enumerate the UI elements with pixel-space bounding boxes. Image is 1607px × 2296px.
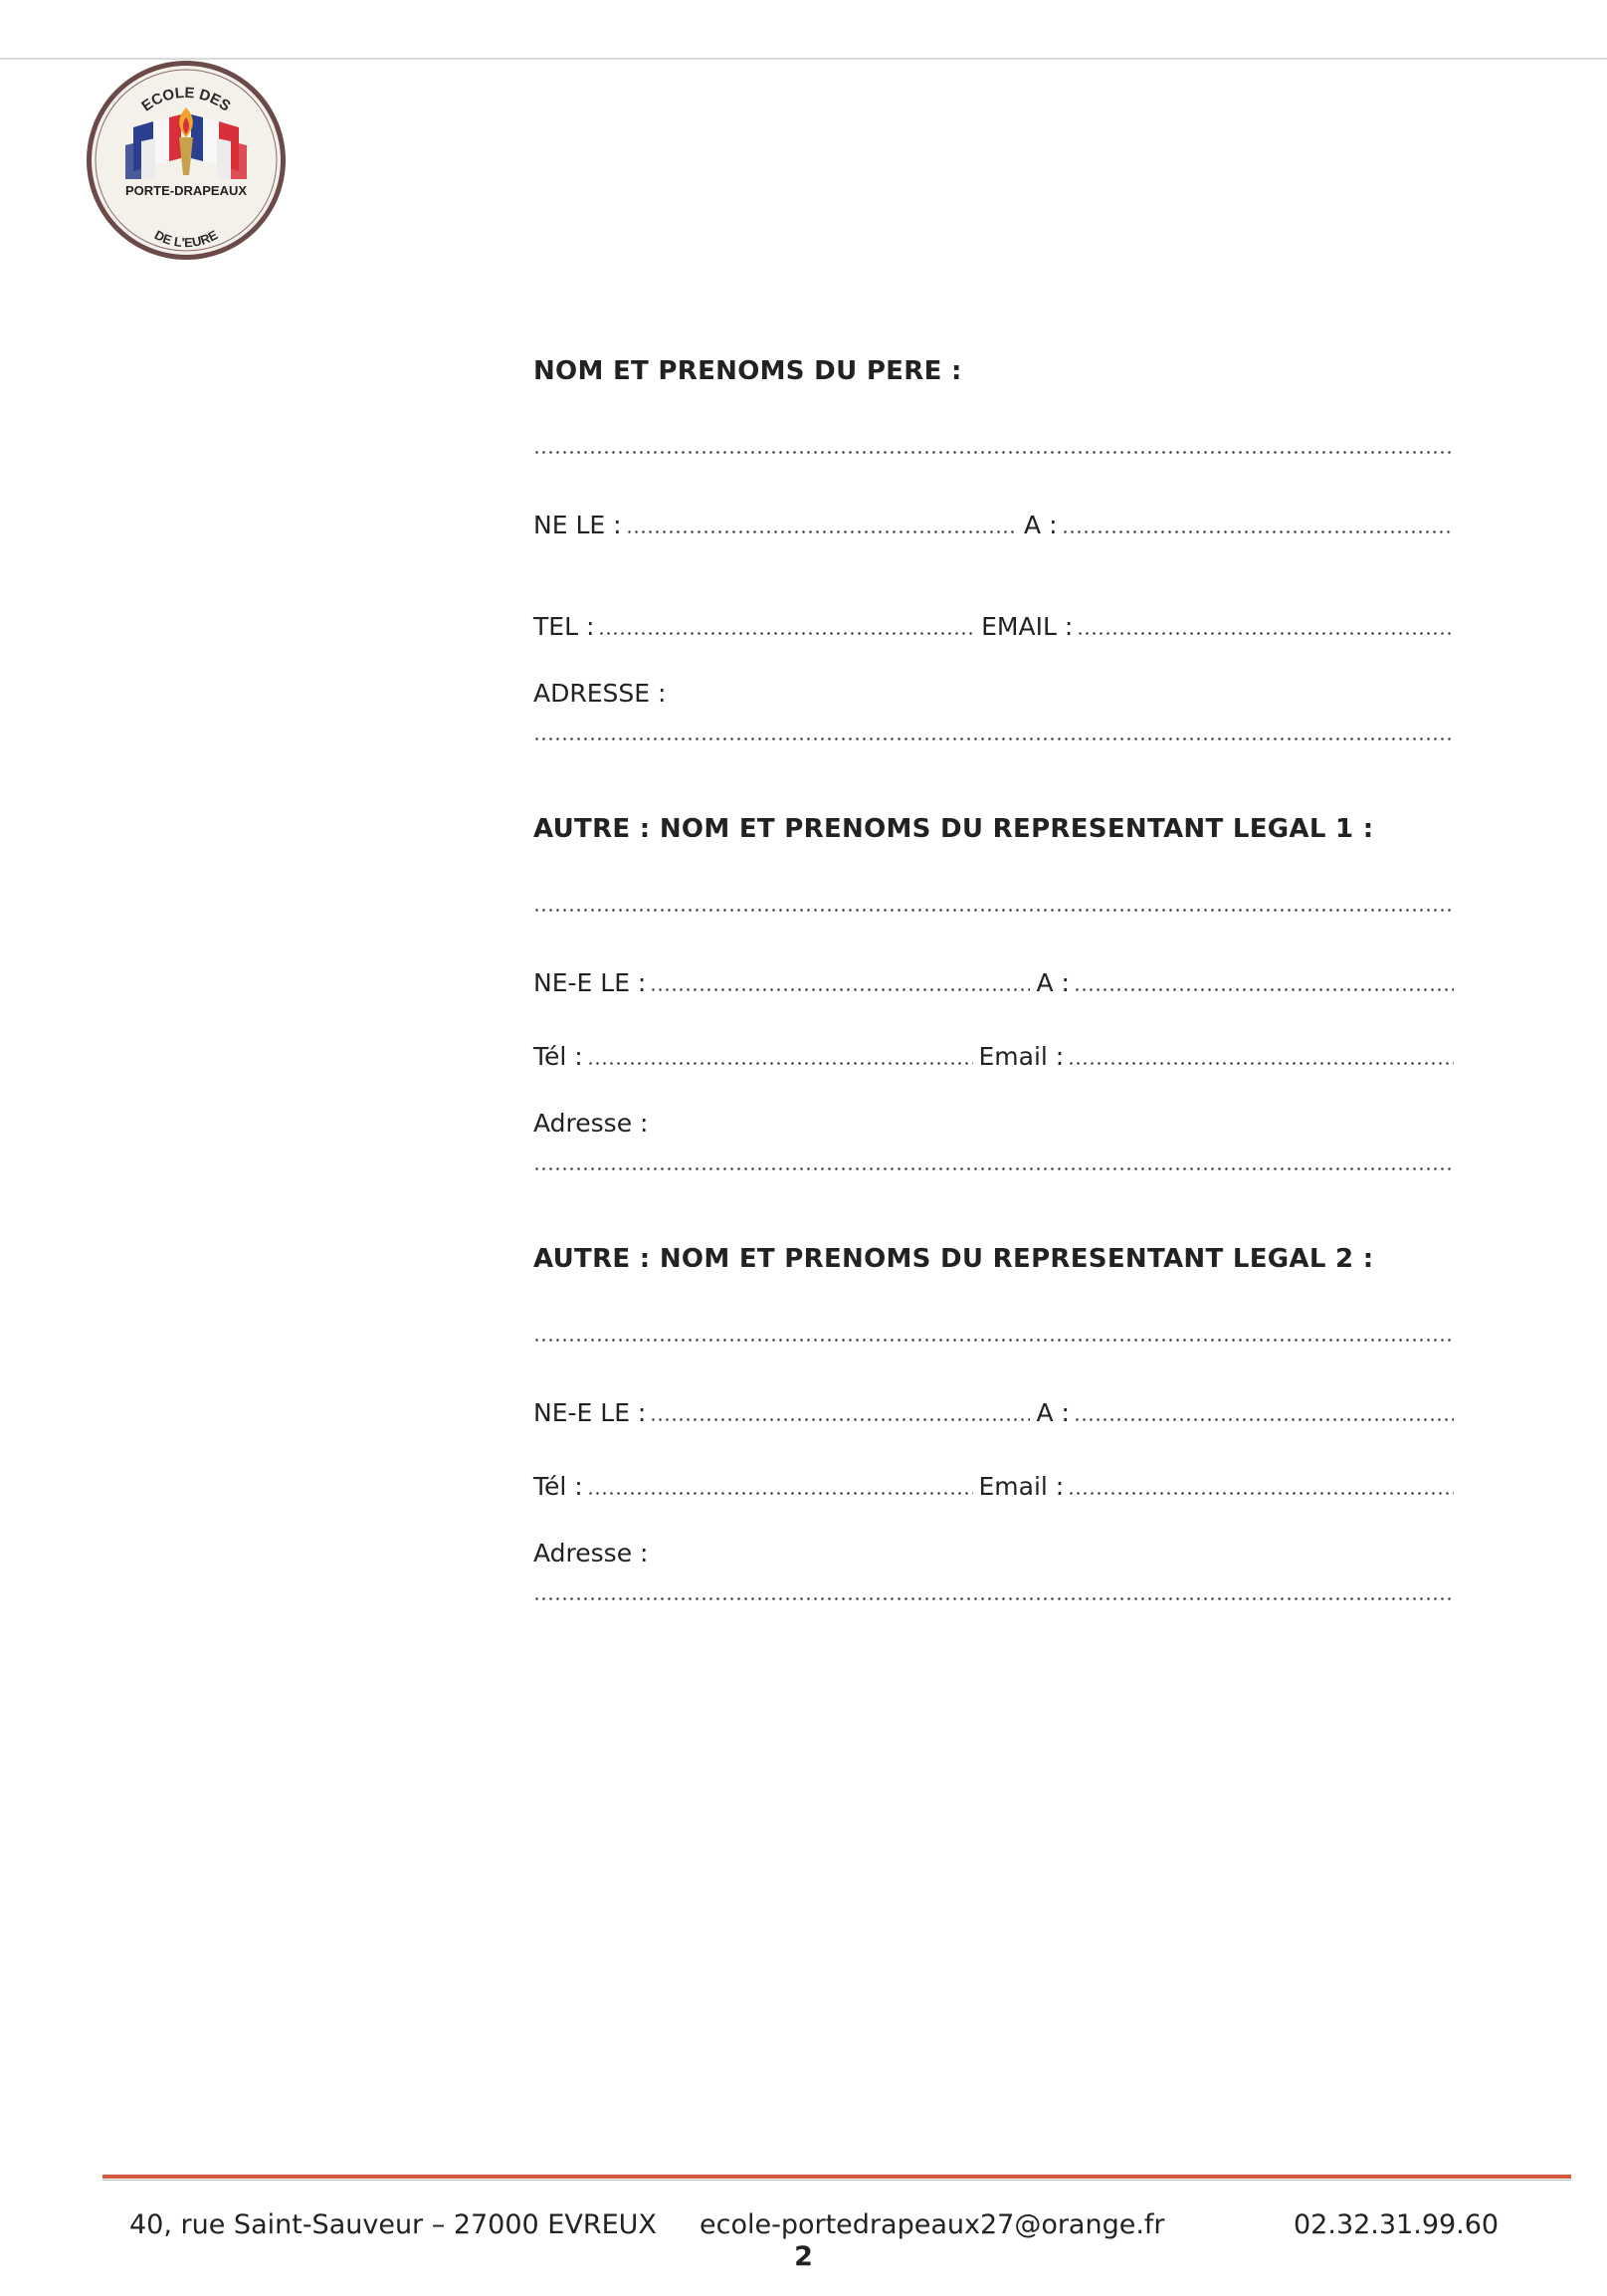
pere-tel-line[interactable]	[598, 632, 975, 635]
pere-birthplace-line[interactable]	[1062, 530, 1454, 533]
footer-rule	[102, 2175, 1571, 2179]
pere-email-line[interactable]	[1077, 632, 1454, 635]
pere-email-label: EMAIL :	[981, 612, 1074, 641]
rep1-email-label: Email :	[978, 1042, 1065, 1071]
rep2-contact-field	[533, 1467, 1454, 1501]
rep1-adresse-label: Adresse :	[533, 1109, 649, 1138]
pere-adresse-line[interactable]	[533, 737, 1454, 740]
rep2-tel-line[interactable]	[587, 1492, 973, 1495]
rep1-tel-label: Tél :	[533, 1042, 583, 1071]
rep1-adresse-line[interactable]	[533, 1167, 1454, 1170]
rep1-tel-line[interactable]	[587, 1062, 973, 1065]
page-number: 2	[794, 2241, 813, 2272]
footer-address: 40, rue Saint-Sauveur – 27000 EVREUX	[129, 2209, 657, 2240]
pere-birth-field	[533, 506, 1454, 539]
pere-ne-le-label: NE LE :	[533, 511, 622, 539]
rep1-birthdate-line[interactable]	[650, 988, 1030, 991]
pere-a-label: A :	[1024, 511, 1058, 539]
logo-top-text: ECOLE DES	[138, 84, 234, 115]
pere-contact-field	[533, 607, 1454, 641]
rep1-ne-le-label: NE-E LE :	[533, 968, 647, 997]
rep1-name-line[interactable]	[533, 909, 1454, 912]
pere-adresse-label: ADRESSE :	[533, 679, 667, 708]
rep1-a-label: A :	[1036, 968, 1070, 997]
rep2-email-label: Email :	[978, 1472, 1065, 1501]
rep1-birth-field	[533, 963, 1454, 997]
rep2-adresse-label: Adresse :	[533, 1539, 649, 1567]
school-logo	[84, 58, 289, 263]
rep1-heading: AUTRE : NOM ET PRENOMS DU REPRESENTANT LEGAL 1 :	[533, 814, 1374, 844]
rep2-email-line[interactable]	[1068, 1492, 1454, 1495]
rep2-birthplace-line[interactable]	[1074, 1418, 1454, 1421]
rep2-adresse-line[interactable]	[533, 1597, 1454, 1600]
rep2-tel-label: Tél :	[533, 1472, 583, 1501]
footer-phone: 02.32.31.99.60	[1294, 2209, 1500, 2240]
rep2-heading: AUTRE : NOM ET PRENOMS DU REPRESENTANT LEGAL 2 :	[533, 1244, 1374, 1274]
footer-email[interactable]: ecole-portedrapeaux27@orange.fr	[700, 2209, 1165, 2240]
rep2-name-line[interactable]	[533, 1339, 1454, 1342]
pere-heading: NOM ET PRENOMS DU PERE :	[533, 356, 962, 386]
pere-name-line[interactable]	[533, 451, 1454, 454]
footer-rule-shadow	[102, 2180, 1571, 2181]
logo-middle-text: PORTE-DRAPEAUX	[124, 183, 248, 198]
pere-tel-label: TEL :	[533, 612, 595, 641]
rep1-email-line[interactable]	[1068, 1062, 1454, 1065]
rep2-birth-field	[533, 1393, 1454, 1427]
rep1-birthplace-line[interactable]	[1074, 988, 1454, 991]
rep1-contact-field	[533, 1037, 1454, 1071]
pere-birthdate-line[interactable]	[626, 530, 1018, 533]
logo-bottom-text: DE L'EURE	[151, 227, 221, 251]
rep2-a-label: A :	[1036, 1398, 1070, 1427]
rep2-ne-le-label: NE-E LE :	[533, 1398, 647, 1427]
rep2-birthdate-line[interactable]	[650, 1418, 1030, 1421]
